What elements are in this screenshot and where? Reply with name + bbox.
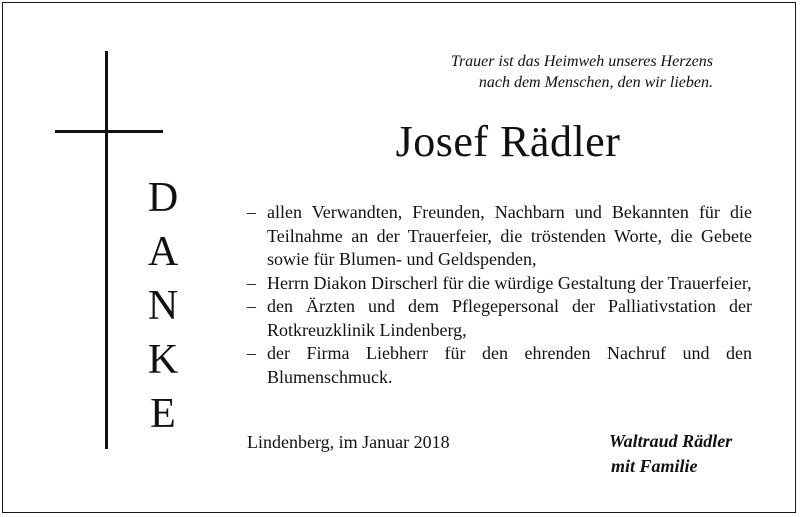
thanks-text: den Ärzten und dem Pflegepersonal der Palliativstation der Rotkreuzklinik Lindenberg, bbox=[267, 296, 752, 340]
deceased-name: Josef Rädler bbox=[395, 117, 621, 166]
danke-vertical-word bbox=[133, 171, 193, 441]
signature bbox=[609, 429, 732, 479]
signature-family: mit Familie bbox=[611, 456, 698, 476]
dash-bullet: – bbox=[247, 296, 256, 316]
place-date: Lindenberg, im Januar 2018 bbox=[247, 432, 450, 452]
dash-bullet: – bbox=[247, 272, 256, 293]
motto-line: Trauer ist das Heimweh unseres Herzens bbox=[450, 53, 713, 70]
thanks-item bbox=[247, 201, 752, 272]
motto-line: nach dem Menschen, den wir lieben. bbox=[478, 74, 713, 91]
thanks-item bbox=[247, 342, 752, 389]
danke-letter: A bbox=[147, 229, 179, 275]
cross-icon bbox=[105, 51, 108, 449]
danke-letter: E bbox=[150, 391, 176, 437]
thanks-list bbox=[247, 201, 752, 389]
signature-name: Waltraud Rädler bbox=[609, 431, 733, 451]
dash-bullet: – bbox=[247, 202, 256, 222]
cross-icon-bar bbox=[55, 130, 163, 133]
thanks-text: Herrn Diakon Dirscherl für die würdige Gestaltung der Trauerfeier, bbox=[267, 272, 752, 293]
danke-letter: N bbox=[147, 283, 179, 329]
thanks-text: allen Verwandten, Freunden, Nachbarn und Bekannten für die Teilnahme an der Trauerfeier, die tröstenden Worte, die Gebete sowie für Blumen- und Geldspenden, bbox=[267, 202, 752, 269]
obituary-card bbox=[2, 2, 796, 513]
motto-quote bbox=[423, 51, 713, 93]
dash-bullet: – bbox=[247, 343, 256, 363]
danke-letter: D bbox=[147, 175, 179, 221]
thanks-item bbox=[247, 295, 752, 342]
thanks-text: der Firma Liebherr für den ehrenden Nachruf und den Blumenschmuck. bbox=[267, 343, 752, 387]
thanks-item bbox=[247, 272, 752, 296]
danke-letter: K bbox=[147, 337, 179, 383]
